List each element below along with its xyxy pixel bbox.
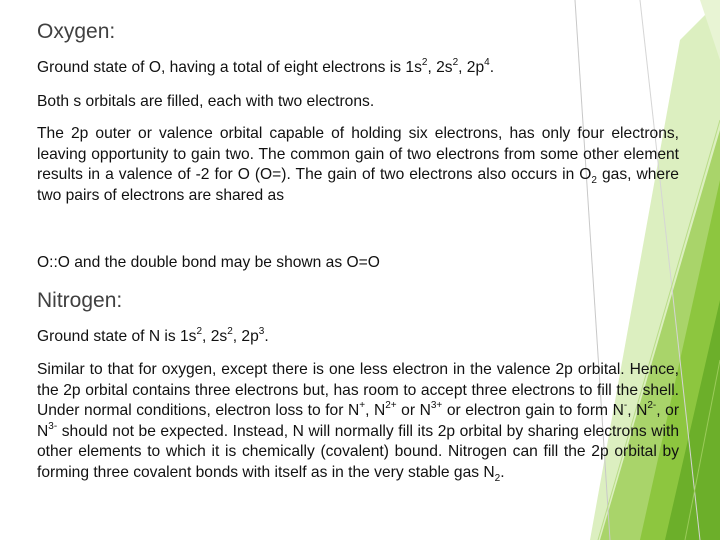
oxygen-heading: Oxygen: [37, 20, 116, 43]
oxygen-double-bond: O::O and the double bond may be shown as O=O [37, 254, 380, 271]
oxygen-s-orbitals: Both s orbitals are filled, each with two electrons. [37, 93, 375, 110]
nitrogen-heading: Nitrogen: [37, 289, 123, 312]
oxygen-valence-paragraph: The 2p outer or valence orbital capable of holding six electrons, has only four electrons, leaving opportunity to gain two. The common gain of two electrons from some other element results in a valence of -2 for O (O=). The gain of two electrons also occurs in $O_2$ gas, where two pairs of electrons are shared as [37, 125, 679, 204]
nitrogen-paragraph: Similar to that for oxygen, except there is one less electron in the valence 2p orbital. Hence, the 2p orbital contains three electrons but, has room to accept three electrons to fill the shell. Under normal conditions, electron loss to for N+, $N^{2+}$ or $N^{3+}$ or electron gain to form N-, $N^{2-}$, or $N^{3-}$ should not be expected. Instead, N will normally fill its 2p orbital by sharing electrons with other elements to which it is chemically (covalent) bound. Nitrogen can fill the 2p orbital by forming three covalent bonds with itself as in the very stable gas $N_2$. [37, 361, 680, 484]
oxygen-ground-state: Ground state of O, having a total of eight electrons is $1s^2$, $2s^2$, $2p^4$. [37, 57, 495, 76]
nitrogen-ground-state: Ground state of N is $1s^2$, $2s^2$, $2p^3$. [37, 326, 269, 345]
